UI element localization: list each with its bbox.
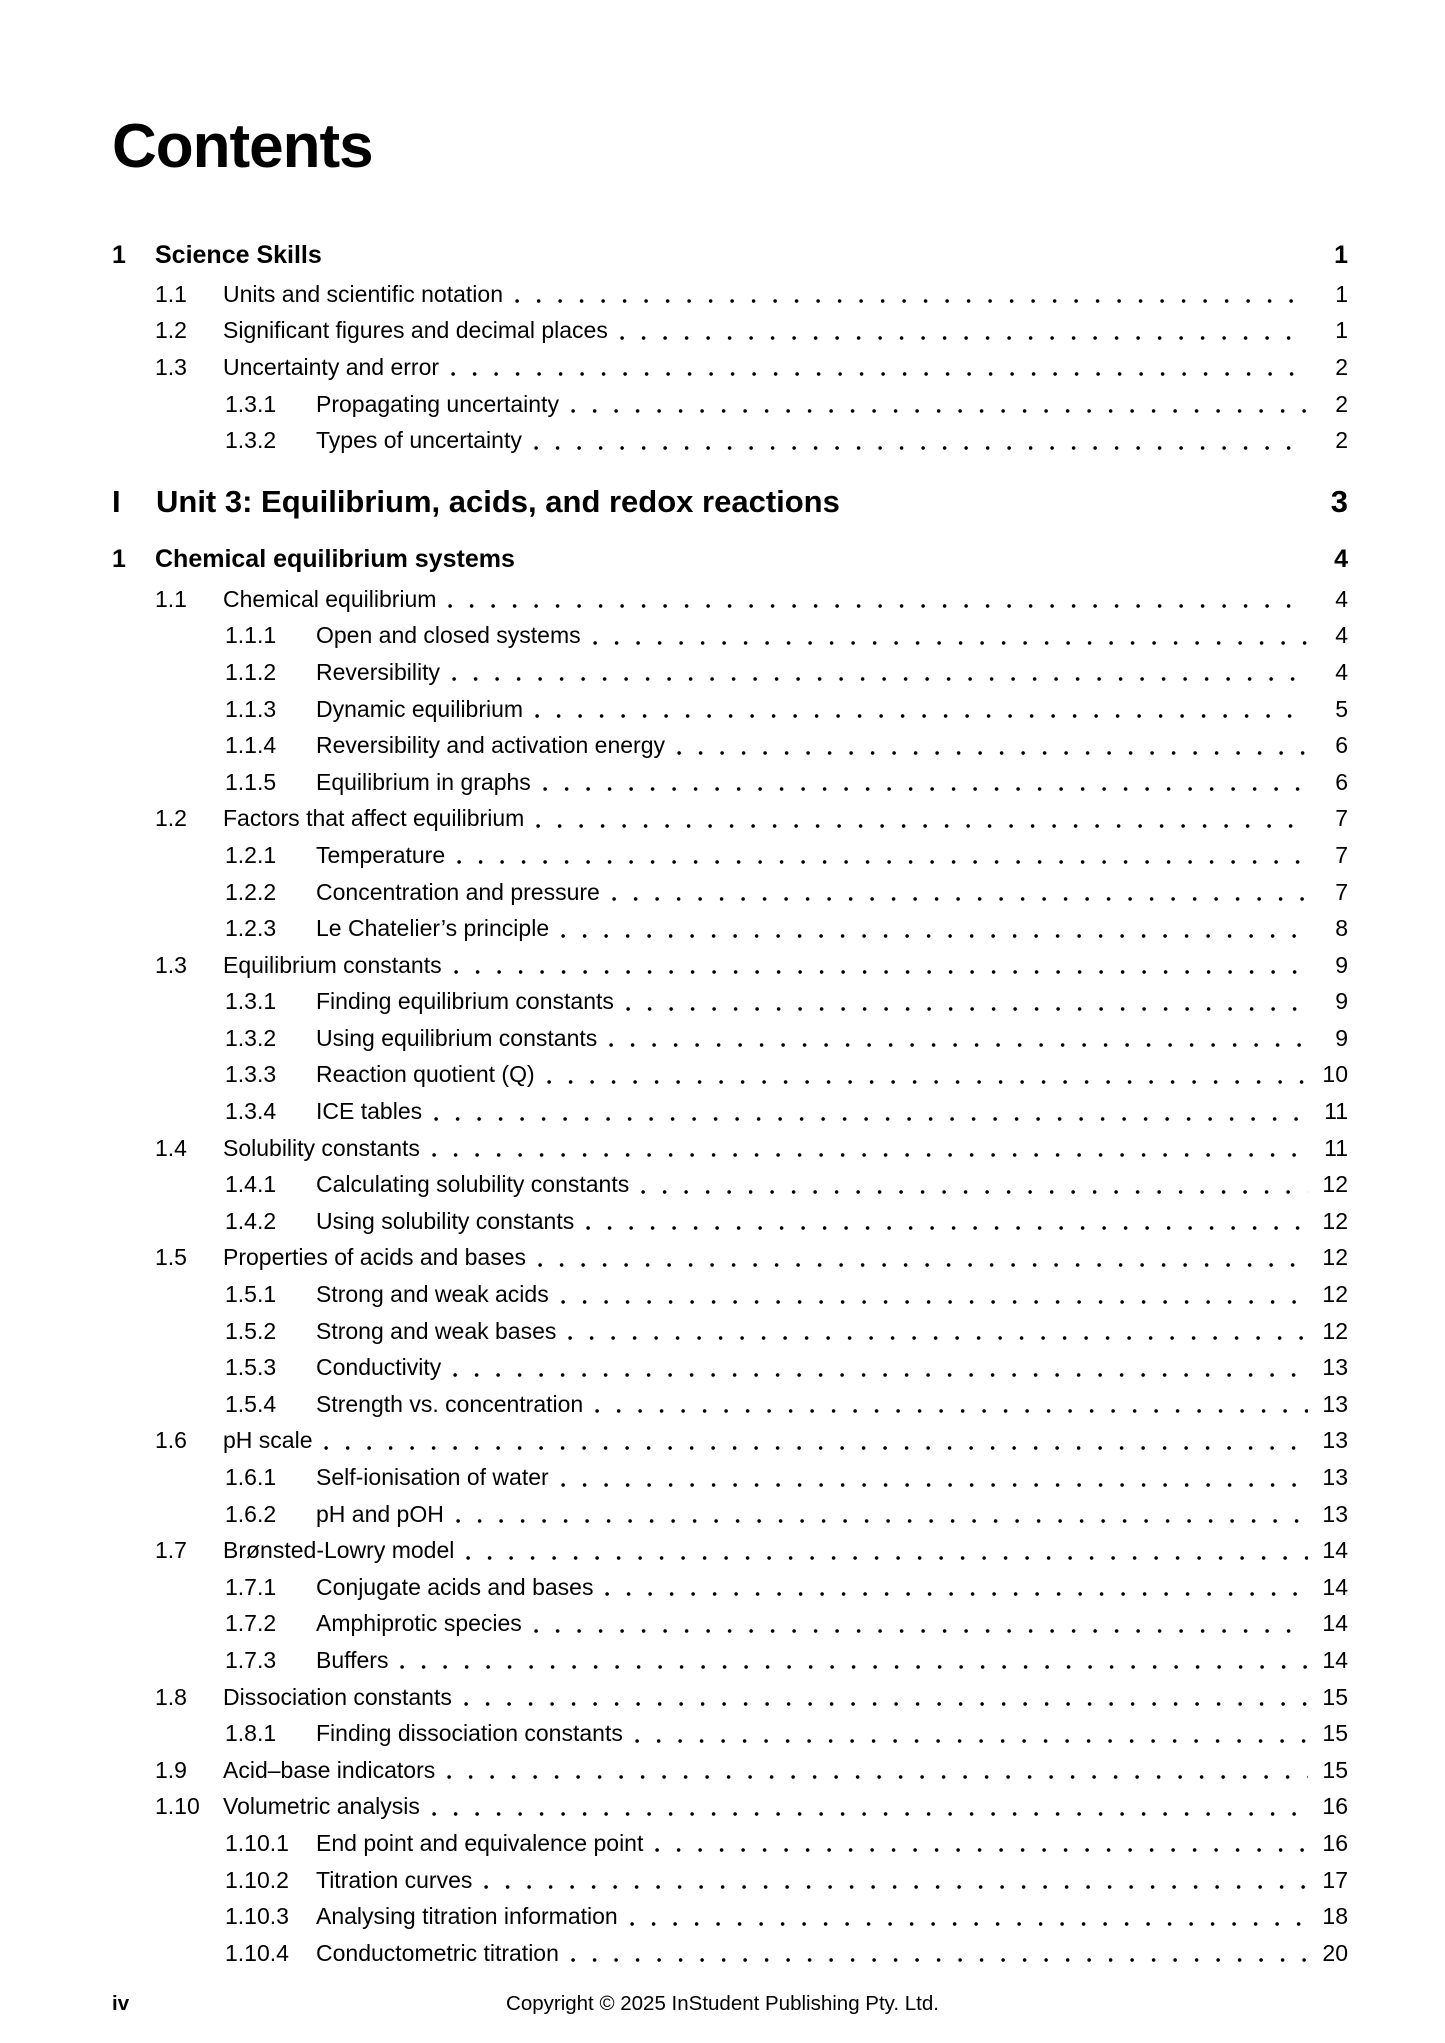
toc-entry-page: 14 xyxy=(1322,1573,1348,1600)
toc-entry-number: 1.6.1 xyxy=(225,1464,277,1491)
toc-subsection-row xyxy=(112,1313,1348,1350)
toc-entry-page: 9 xyxy=(1335,1024,1348,1051)
toc-entry-number: 1.3.1 xyxy=(225,390,277,417)
dot-leader xyxy=(534,446,1308,450)
toc-entry-number: 1.3.2 xyxy=(225,1024,277,1051)
toc-subsection-row xyxy=(112,1459,1348,1496)
toc-entry-page: 14 xyxy=(1322,1537,1348,1564)
toc-entry-label: Volumetric analysis xyxy=(223,1793,420,1820)
toc-entry-number: 1.3 xyxy=(155,951,187,978)
toc-section-row xyxy=(112,947,1348,984)
toc-entry-label: Using equilibrium constants xyxy=(316,1024,598,1051)
dot-leader xyxy=(434,1117,1308,1121)
toc-entry-page: 13 xyxy=(1322,1390,1348,1417)
dot-leader xyxy=(571,409,1308,413)
toc-entry-page: 7 xyxy=(1335,878,1348,905)
toc-subsection-row xyxy=(112,618,1348,655)
toc-entry-page: 7 xyxy=(1335,841,1348,868)
toc-section-row xyxy=(112,1789,1348,1826)
toc-chapter-row xyxy=(112,234,1348,276)
toc-section-row xyxy=(112,349,1348,386)
toc-section-row xyxy=(112,313,1348,350)
toc-entry-page: 1 xyxy=(1334,240,1348,269)
dot-leader xyxy=(609,1043,1308,1047)
dot-leader xyxy=(484,1885,1308,1889)
dot-leader xyxy=(432,1812,1308,1816)
dot-leader xyxy=(595,1409,1308,1413)
toc-entry-number: 1.7.3 xyxy=(225,1646,277,1673)
toc-entry-number: 1.1.4 xyxy=(225,732,277,759)
toc-entry-label: Dissociation constants xyxy=(223,1683,452,1710)
dot-leader xyxy=(464,1702,1308,1706)
toc-entry-page: 2 xyxy=(1335,390,1348,417)
toc-entry-number: 1.10 xyxy=(155,1793,200,1820)
toc-subsection-row xyxy=(112,1093,1348,1130)
toc-entry-number: 1.1 xyxy=(155,280,187,307)
toc-entry-page: 6 xyxy=(1335,732,1348,759)
toc-entry-page: 4 xyxy=(1335,585,1348,612)
dot-leader xyxy=(605,1592,1308,1596)
toc-entry-label: Brønsted-Lowry model xyxy=(223,1537,455,1564)
toc-entry-label: Self-ionisation of water xyxy=(316,1464,549,1491)
toc-section-row xyxy=(112,1752,1348,1789)
toc-subsection-row xyxy=(112,1898,1348,1935)
dot-leader xyxy=(536,824,1308,828)
toc-section-row xyxy=(112,581,1348,618)
toc-entry-label: Chemical equilibrium systems xyxy=(155,545,515,574)
toc-entry-label: Conductivity xyxy=(316,1354,442,1381)
dot-leader xyxy=(677,751,1308,755)
toc-entry-label: Titration curves xyxy=(316,1866,473,1893)
dot-leader xyxy=(561,934,1308,938)
toc-entry-page: 15 xyxy=(1322,1683,1348,1710)
toc-entry-number: 1.10.2 xyxy=(225,1866,289,1893)
dot-leader xyxy=(534,1629,1308,1633)
toc-entry-label: Dynamic equilibrium xyxy=(316,695,524,722)
toc-entry-page: 1 xyxy=(1335,280,1348,307)
toc-entry-page: 10 xyxy=(1322,1061,1348,1088)
toc-entry-label: Unit 3: Equilibrium, acids, and redox reactions xyxy=(156,483,840,519)
toc-entry-label: Amphiprotic species xyxy=(316,1610,522,1637)
toc-entry-label: Uncertainty and error xyxy=(223,353,440,380)
toc-entry-page: 6 xyxy=(1335,768,1348,795)
toc-section-row xyxy=(112,1679,1348,1716)
toc-entry-number: 1.8.1 xyxy=(225,1720,277,1747)
toc-section-row xyxy=(112,276,1348,313)
toc-entry-page: 15 xyxy=(1322,1720,1348,1747)
toc-subsection-row xyxy=(112,386,1348,423)
toc-entry-label: Conjugate acids and bases xyxy=(316,1573,594,1600)
toc-entry-page: 8 xyxy=(1335,915,1348,942)
page-title: Contents xyxy=(112,112,373,181)
toc-entry-page: 13 xyxy=(1322,1427,1348,1454)
toc-subsection-row xyxy=(112,1057,1348,1094)
page-content xyxy=(112,0,1348,1972)
toc-subsection-row xyxy=(112,1203,1348,1240)
toc-entry-number: 1.5.2 xyxy=(225,1317,277,1344)
toc-entry-page: 4 xyxy=(1335,622,1348,649)
toc-entry-label: Using solubility constants xyxy=(316,1207,575,1234)
toc-entry-page: 4 xyxy=(1335,658,1348,685)
toc-entry-number: 1.6 xyxy=(155,1427,187,1454)
dot-leader xyxy=(586,1226,1308,1230)
toc-subsection-row xyxy=(112,1642,1348,1679)
dot-leader xyxy=(561,1483,1308,1487)
dot-leader xyxy=(456,1519,1308,1523)
toc-entry-page: 13 xyxy=(1322,1464,1348,1491)
toc-entry-label: Factors that affect equilibrium xyxy=(223,805,525,832)
toc-entry-label: Units and scientific notation xyxy=(223,280,503,307)
toc-entry-label: Strength vs. concentration xyxy=(316,1390,584,1417)
toc-entry-page: 13 xyxy=(1322,1500,1348,1527)
toc-entry-label: Analysing titration information xyxy=(316,1903,618,1930)
dot-leader xyxy=(453,1373,1308,1377)
toc-subsection-row xyxy=(112,874,1348,911)
toc-entry-label: Significant figures and decimal places xyxy=(223,317,608,344)
dot-leader xyxy=(655,1848,1308,1852)
toc-entry-page: 5 xyxy=(1335,695,1348,722)
toc-entry-page: 11 xyxy=(1324,1134,1348,1161)
toc-entry-label: Conductometric titration xyxy=(316,1939,559,1966)
dot-leader xyxy=(626,1007,1308,1011)
toc-entry-page: 12 xyxy=(1322,1281,1348,1308)
dot-leader xyxy=(454,970,1308,974)
toc-entry-label: Le Chatelier’s principle xyxy=(316,915,550,942)
dot-leader xyxy=(515,299,1308,303)
dot-leader xyxy=(547,1080,1308,1084)
toc-entry-page: 13 xyxy=(1322,1354,1348,1381)
toc-section-row xyxy=(112,1532,1348,1569)
dot-leader xyxy=(324,1446,1308,1450)
toc-entry-page: 3 xyxy=(1330,483,1348,519)
toc-subsection-row xyxy=(112,910,1348,947)
toc-entry-number: 1.5.4 xyxy=(225,1390,277,1417)
toc-entry-number: 1.2 xyxy=(155,805,187,832)
toc-subsection-row xyxy=(112,654,1348,691)
toc-entry-number: 1.2 xyxy=(155,317,187,344)
toc-entry-label: Equilibrium in graphs xyxy=(316,768,531,795)
toc-entry-page: 16 xyxy=(1322,1793,1348,1820)
toc-entry-number: 1.3.4 xyxy=(225,1098,277,1125)
toc-entry-number: 1.1.5 xyxy=(225,768,277,795)
toc-chapter-row xyxy=(112,539,1348,581)
page-footer xyxy=(0,1992,1445,2026)
toc-subsection-row xyxy=(112,1825,1348,1862)
dot-leader xyxy=(635,1739,1308,1743)
toc-entry-label: Reversibility and activation energy xyxy=(316,732,666,759)
toc-entry-number: 1.7.2 xyxy=(225,1610,277,1637)
toc-subsection-row xyxy=(112,422,1348,459)
toc-entry-number: 1.6.2 xyxy=(225,1500,277,1527)
toc-entry-label: Strong and weak bases xyxy=(316,1317,557,1344)
toc-subsection-row xyxy=(112,1020,1348,1057)
toc-entry-page: 9 xyxy=(1335,988,1348,1015)
dot-leader xyxy=(448,604,1308,608)
toc-entry-number: 1.2.3 xyxy=(225,915,277,942)
toc-entry-number: I xyxy=(112,483,121,519)
toc-subsection-row xyxy=(112,1935,1348,1972)
table-of-contents xyxy=(112,234,1348,1972)
toc-entry-page: 16 xyxy=(1322,1829,1348,1856)
toc-section-row xyxy=(112,1240,1348,1277)
dot-leader xyxy=(568,1336,1308,1340)
dot-leader xyxy=(571,1958,1308,1962)
dot-leader xyxy=(630,1922,1308,1926)
dot-leader xyxy=(593,641,1308,645)
toc-entry-number: 1.3.3 xyxy=(225,1061,277,1088)
toc-entry-number: 1.10.3 xyxy=(225,1903,289,1930)
toc-entry-number: 1.1.2 xyxy=(225,658,277,685)
toc-entry-number: 1.3.2 xyxy=(225,427,277,454)
toc-entry-number: 1.2.1 xyxy=(225,841,277,868)
toc-entry-number: 1.7 xyxy=(155,1537,187,1564)
toc-entry-number: 1.9 xyxy=(155,1756,187,1783)
toc-entry-page: 18 xyxy=(1322,1903,1348,1930)
dot-leader xyxy=(561,1300,1308,1304)
toc-entry-page: 9 xyxy=(1335,951,1348,978)
toc-entry-label: Buffers xyxy=(316,1646,389,1673)
toc-entry-page: 14 xyxy=(1322,1610,1348,1637)
dot-leader xyxy=(620,336,1308,340)
toc-entry-number: 1.4.1 xyxy=(225,1171,277,1198)
toc-subsection-row xyxy=(112,984,1348,1021)
toc-entry-label: Science Skills xyxy=(155,240,322,269)
toc-section-row xyxy=(112,1423,1348,1460)
toc-entry-label: Concentration and pressure xyxy=(316,878,600,905)
toc-entry-label: Strong and weak acids xyxy=(316,1281,549,1308)
toc-subsection-row xyxy=(112,1606,1348,1643)
toc-subsection-row xyxy=(112,1496,1348,1533)
toc-entry-label: Reaction quotient (Q) xyxy=(316,1061,535,1088)
toc-part-row xyxy=(112,477,1348,527)
toc-subsection-row xyxy=(112,691,1348,728)
toc-entry-page: 2 xyxy=(1335,427,1348,454)
toc-entry-label: Types of uncertainty xyxy=(316,427,522,454)
toc-entry-number: 1.4.2 xyxy=(225,1207,277,1234)
toc-subsection-row xyxy=(112,764,1348,801)
toc-entry-label: Acid–base indicators xyxy=(223,1756,436,1783)
toc-section-row xyxy=(112,801,1348,838)
toc-entry-number: 1 xyxy=(112,545,126,574)
toc-entry-label: Chemical equilibrium xyxy=(223,585,437,612)
toc-entry-page: 11 xyxy=(1324,1098,1348,1125)
toc-entry-page: 15 xyxy=(1322,1756,1348,1783)
toc-entry-number: 1.3.1 xyxy=(225,988,277,1015)
toc-entry-number: 1.1.3 xyxy=(225,695,277,722)
toc-subsection-row xyxy=(112,1166,1348,1203)
toc-entry-page: 2 xyxy=(1335,353,1348,380)
dot-leader xyxy=(432,1153,1308,1157)
dot-leader xyxy=(543,787,1308,791)
toc-entry-label: pH and pOH xyxy=(316,1500,444,1527)
toc-entry-number: 1.10.4 xyxy=(225,1939,289,1966)
toc-entry-label: Properties of acids and bases xyxy=(223,1244,527,1271)
toc-entry-number: 1.8 xyxy=(155,1683,187,1710)
toc-entry-page: 12 xyxy=(1322,1207,1348,1234)
dot-leader xyxy=(400,1665,1308,1669)
toc-subsection-row xyxy=(112,727,1348,764)
toc-entry-label: ICE tables xyxy=(316,1098,423,1125)
toc-entry-number: 1.5 xyxy=(155,1244,187,1271)
toc-subsection-row xyxy=(112,1862,1348,1899)
toc-entry-number: 1.1.1 xyxy=(225,622,277,649)
dot-leader xyxy=(535,714,1308,718)
toc-entry-label: Finding dissociation constants xyxy=(316,1720,623,1747)
toc-subsection-row xyxy=(112,1715,1348,1752)
dot-leader xyxy=(612,897,1308,901)
toc-entry-number: 1.2.2 xyxy=(225,878,277,905)
toc-entry-page: 17 xyxy=(1322,1866,1348,1893)
toc-entry-page: 7 xyxy=(1335,805,1348,832)
toc-entry-label: Finding equilibrium constants xyxy=(316,988,614,1015)
toc-entry-number: 1.5.1 xyxy=(225,1281,277,1308)
toc-subsection-row xyxy=(112,1276,1348,1313)
toc-entry-page: 14 xyxy=(1322,1646,1348,1673)
toc-entry-number: 1.7.1 xyxy=(225,1573,277,1600)
dot-leader xyxy=(452,677,1308,681)
copyright-notice: Copyright © 2025 InStudent Publishing Pty. Ltd. xyxy=(506,1992,939,2015)
toc-entry-label: Calculating solubility constants xyxy=(316,1171,630,1198)
folio-page-number: iv xyxy=(112,1992,130,2015)
toc-entry-label: Temperature xyxy=(316,841,446,868)
toc-entry-label: pH scale xyxy=(223,1427,313,1454)
toc-entry-page: 12 xyxy=(1322,1317,1348,1344)
toc-entry-label: Equilibrium constants xyxy=(223,951,442,978)
dot-leader xyxy=(538,1263,1308,1267)
dot-leader xyxy=(447,1775,1308,1779)
toc-entry-page: 20 xyxy=(1322,1939,1348,1966)
toc-entry-label: Reversibility xyxy=(316,658,440,685)
toc-entry-number: 1.1 xyxy=(155,585,187,612)
toc-entry-number: 1.10.1 xyxy=(225,1829,289,1856)
toc-subsection-row xyxy=(112,1386,1348,1423)
toc-entry-number: 1.5.3 xyxy=(225,1354,277,1381)
toc-entry-number: 1.4 xyxy=(155,1134,187,1161)
toc-subsection-row xyxy=(112,837,1348,874)
toc-entry-label: Solubility constants xyxy=(223,1134,420,1161)
toc-entry-number: 1.3 xyxy=(155,353,187,380)
toc-entry-label: End point and equivalence point xyxy=(316,1829,644,1856)
toc-entry-page: 12 xyxy=(1322,1171,1348,1198)
toc-entry-page: 1 xyxy=(1335,317,1348,344)
toc-subsection-row xyxy=(112,1349,1348,1386)
dot-leader xyxy=(466,1556,1308,1560)
toc-section-row xyxy=(112,1130,1348,1167)
toc-entry-page: 4 xyxy=(1334,545,1348,574)
dot-leader xyxy=(457,860,1308,864)
toc-entry-page: 12 xyxy=(1322,1244,1348,1271)
toc-entry-number: 1 xyxy=(112,240,126,269)
dot-leader xyxy=(451,372,1308,376)
toc-subsection-row xyxy=(112,1569,1348,1606)
toc-entry-label: Open and closed systems xyxy=(316,622,581,649)
toc-entry-label: Propagating uncertainty xyxy=(316,390,559,417)
dot-leader xyxy=(641,1190,1308,1194)
